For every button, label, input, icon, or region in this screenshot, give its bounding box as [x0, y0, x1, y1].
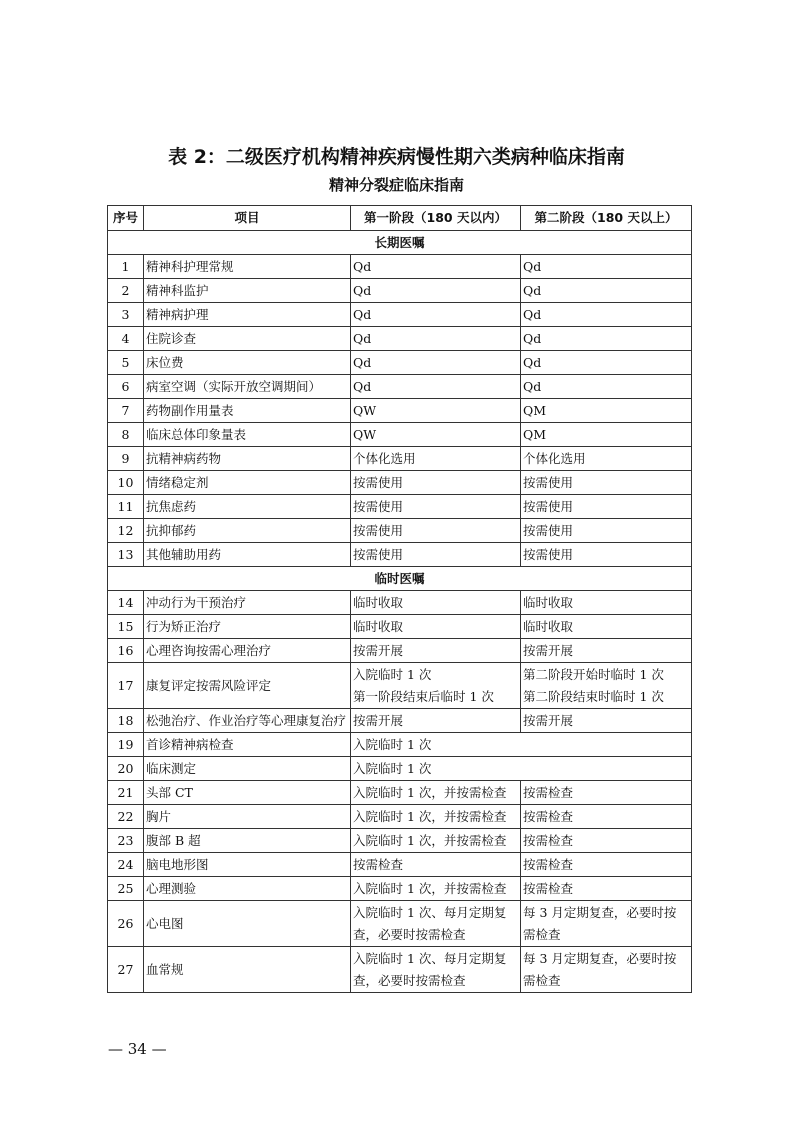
row-number: 10	[108, 471, 144, 495]
table-row	[108, 639, 692, 663]
row-item: 心理测验	[144, 877, 351, 901]
stage2-cell: Qd	[521, 375, 692, 399]
stage1-cell: Qd	[351, 375, 521, 399]
row-number: 1	[108, 255, 144, 279]
row-item: 抗精神病药物	[144, 447, 351, 471]
row-item: 精神科监护	[144, 279, 351, 303]
stage2-cell	[521, 901, 692, 947]
row-number: 24	[108, 853, 144, 877]
stage1-cell: 按需使用	[351, 543, 521, 567]
stage1-cell: 按需使用	[351, 519, 521, 543]
row-item: 松弛治疗、作业治疗等心理康复治疗	[144, 709, 351, 733]
table-row	[108, 375, 692, 399]
row-item: 精神科护理常规	[144, 255, 351, 279]
stage1-cell-line1: 入院临时 1 次、每月定期复	[353, 904, 507, 920]
table-row	[108, 853, 692, 877]
stage1-cell	[351, 947, 521, 993]
row-number: 13	[108, 543, 144, 567]
row-number: 5	[108, 351, 144, 375]
stage2-cell: 按需开展	[521, 639, 692, 663]
row-number: 11	[108, 495, 144, 519]
row-item: 床位费	[144, 351, 351, 375]
table-row	[108, 757, 692, 781]
stage1-cell: Qd	[351, 327, 521, 351]
row-number: 27	[108, 947, 144, 993]
table-row	[108, 829, 692, 853]
stage2-cell: 个体化选用	[521, 447, 692, 471]
stage2-cell-line2: 需检查	[523, 926, 561, 942]
header-stage2: 第二阶段（180 天以上）	[521, 206, 692, 231]
row-number: 9	[108, 447, 144, 471]
table-row	[108, 781, 692, 805]
stage2-cell: 按需使用	[521, 495, 692, 519]
table-row	[108, 615, 692, 639]
stage2-cell: 临时收取	[521, 615, 692, 639]
section-row	[108, 231, 692, 255]
row-number: 17	[108, 663, 144, 709]
stage2-cell: 按需检查	[521, 829, 692, 853]
table-row	[108, 591, 692, 615]
row-number: 18	[108, 709, 144, 733]
stage2-cell-line1: 第二阶段开始时临时 1 次	[523, 666, 664, 682]
stage2-cell: 按需检查	[521, 853, 692, 877]
page-title: 表 2：二级医疗机构精神疾病慢性期六类病种临床指南	[168, 146, 625, 168]
stage1-cell: 按需使用	[351, 495, 521, 519]
stage1-cell: Qd	[351, 303, 521, 327]
stage2-cell	[521, 663, 692, 709]
stage1-cell-line2: 第一阶段结束后临时 1 次	[353, 688, 494, 704]
stage2-cell: 按需使用	[521, 471, 692, 495]
stage2-cell: QM	[521, 399, 692, 423]
stage1-cell: 入院临时 1 次，并按需检查	[351, 877, 521, 901]
header-seq: 序号	[108, 206, 144, 231]
row-item: 心理咨询按需心理治疗	[144, 639, 351, 663]
stage2-cell: Qd	[521, 351, 692, 375]
row-number: 26	[108, 901, 144, 947]
table-row	[108, 423, 692, 447]
row-item: 其他辅助用药	[144, 543, 351, 567]
stage1-cell: QW	[351, 423, 521, 447]
row-item: 腹部 B 超	[144, 829, 351, 853]
stage1-cell-line2: 查，必要时按需检查	[353, 926, 466, 942]
row-number: 6	[108, 375, 144, 399]
stage2-cell: 按需检查	[521, 781, 692, 805]
stage1-cell: Qd	[351, 255, 521, 279]
row-item: 病室空调（实际开放空调期间）	[144, 375, 351, 399]
stage2-cell: 按需使用	[521, 543, 692, 567]
table-row	[108, 709, 692, 733]
table-row	[108, 255, 692, 279]
row-number: 25	[108, 877, 144, 901]
row-number: 20	[108, 757, 144, 781]
row-number: 14	[108, 591, 144, 615]
row-number: 16	[108, 639, 144, 663]
stage1-cell: QW	[351, 399, 521, 423]
section-row	[108, 567, 692, 591]
row-item: 血常规	[144, 947, 351, 993]
stage1-cell: 入院临时 1 次	[351, 733, 692, 757]
stage1-cell: 入院临时 1 次，并按需检查	[351, 781, 521, 805]
row-number: 21	[108, 781, 144, 805]
stage2-cell: 按需开展	[521, 709, 692, 733]
row-number: 7	[108, 399, 144, 423]
stage1-cell: 个体化选用	[351, 447, 521, 471]
row-number: 19	[108, 733, 144, 757]
table-row	[108, 901, 692, 947]
row-item: 头部 CT	[144, 781, 351, 805]
row-number: 15	[108, 615, 144, 639]
stage2-cell: 按需检查	[521, 877, 692, 901]
table-header-row	[108, 206, 692, 231]
row-item: 药物副作用量表	[144, 399, 351, 423]
table-row	[108, 471, 692, 495]
stage1-cell: 按需使用	[351, 471, 521, 495]
row-item: 心电图	[144, 901, 351, 947]
stage2-cell: Qd	[521, 303, 692, 327]
stage1-cell: 按需检查	[351, 853, 521, 877]
stage2-cell-line2: 第二阶段结束时临时 1 次	[523, 688, 664, 704]
section-long-term: 长期医嘱	[108, 231, 692, 255]
table-row	[108, 399, 692, 423]
row-item: 精神病护理	[144, 303, 351, 327]
table-row	[108, 303, 692, 327]
row-item: 住院诊查	[144, 327, 351, 351]
guideline-table	[107, 205, 692, 993]
table-row	[108, 947, 692, 993]
row-item: 脑电地形图	[144, 853, 351, 877]
row-number: 8	[108, 423, 144, 447]
table-row	[108, 495, 692, 519]
row-number: 2	[108, 279, 144, 303]
row-item: 行为矫正治疗	[144, 615, 351, 639]
stage1-cell	[351, 663, 521, 709]
row-item: 康复评定按需风险评定	[144, 663, 351, 709]
row-number: 22	[108, 805, 144, 829]
row-item: 抗抑郁药	[144, 519, 351, 543]
table-row	[108, 877, 692, 901]
table-row	[108, 733, 692, 757]
stage1-cell: 临时收取	[351, 591, 521, 615]
stage2-cell: 按需使用	[521, 519, 692, 543]
stage1-cell	[351, 901, 521, 947]
stage1-cell: Qd	[351, 279, 521, 303]
stage1-cell-line1: 入院临时 1 次	[353, 666, 432, 682]
row-number: 4	[108, 327, 144, 351]
stage1-cell-line2: 查，必要时按需检查	[353, 972, 466, 988]
row-item: 临床测定	[144, 757, 351, 781]
row-item: 首诊精神病检查	[144, 733, 351, 757]
stage1-cell-line1: 入院临时 1 次、每月定期复	[353, 950, 507, 966]
row-item: 情绪稳定剂	[144, 471, 351, 495]
stage2-cell: Qd	[521, 327, 692, 351]
page-number: — 34 —	[108, 1040, 167, 1058]
stage2-cell-line1: 每 3 月定期复查，必要时按	[523, 904, 677, 920]
table-row	[108, 351, 692, 375]
stage1-cell: 入院临时 1 次	[351, 757, 692, 781]
table-subtitle: 精神分裂症临床指南	[328, 176, 464, 194]
header-stage1: 第一阶段（180 天以内）	[351, 206, 521, 231]
stage1-cell: 按需开展	[351, 639, 521, 663]
table-row	[108, 543, 692, 567]
table-row	[108, 327, 692, 351]
stage1-cell: 临时收取	[351, 615, 521, 639]
stage1-cell: 入院临时 1 次，并按需检查	[351, 829, 521, 853]
stage2-cell	[521, 947, 692, 993]
table-row	[108, 279, 692, 303]
row-item: 冲动行为干预治疗	[144, 591, 351, 615]
stage2-cell: QM	[521, 423, 692, 447]
stage1-cell: 按需开展	[351, 709, 521, 733]
section-temporary: 临时医嘱	[108, 567, 692, 591]
table-row	[108, 663, 692, 709]
table-row	[108, 447, 692, 471]
stage2-cell: Qd	[521, 255, 692, 279]
row-item: 抗焦虑药	[144, 495, 351, 519]
row-number: 12	[108, 519, 144, 543]
stage1-cell: Qd	[351, 351, 521, 375]
table-row	[108, 805, 692, 829]
stage2-cell: 按需检查	[521, 805, 692, 829]
table-row	[108, 519, 692, 543]
row-item: 临床总体印象量表	[144, 423, 351, 447]
row-item: 胸片	[144, 805, 351, 829]
row-number: 3	[108, 303, 144, 327]
stage2-cell-line1: 每 3 月定期复查，必要时按	[523, 950, 677, 966]
stage2-cell-line2: 需检查	[523, 972, 561, 988]
stage1-cell: 入院临时 1 次，并按需检查	[351, 805, 521, 829]
stage2-cell: 临时收取	[521, 591, 692, 615]
row-number: 23	[108, 829, 144, 853]
header-item: 项目	[144, 206, 351, 231]
stage2-cell: Qd	[521, 279, 692, 303]
